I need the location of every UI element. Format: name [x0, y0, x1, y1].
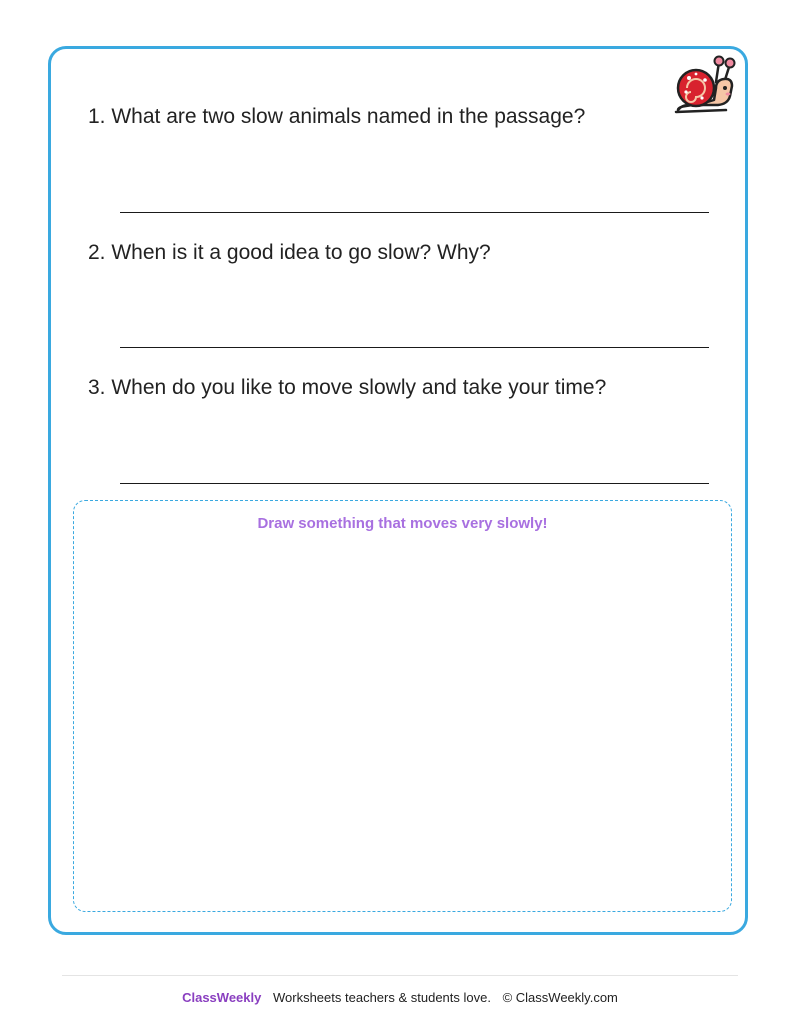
- question-2: 2. When is it a good idea to go slow? Why?: [88, 241, 491, 264]
- answer-line-3[interactable]: [120, 483, 709, 484]
- answer-line-2[interactable]: [120, 347, 709, 348]
- question-1: 1. What are two slow animals named in the passage?: [88, 105, 586, 128]
- answer-line-1[interactable]: [120, 212, 709, 213]
- footer: [0, 990, 800, 1005]
- footer-tagline: Worksheets teachers & students love.: [272, 990, 491, 1005]
- footer-brand: ClassWeekly: [182, 990, 262, 1005]
- question-3: 3. When do you like to move slowly and take your time?: [88, 376, 607, 399]
- footer-divider: [62, 975, 738, 976]
- snail-icon: [672, 52, 738, 118]
- drawing-area[interactable]: [73, 500, 732, 912]
- footer-copyright: © ClassWeekly.com: [502, 990, 618, 1005]
- drawing-prompt: Draw something that moves very slowly!: [257, 515, 548, 532]
